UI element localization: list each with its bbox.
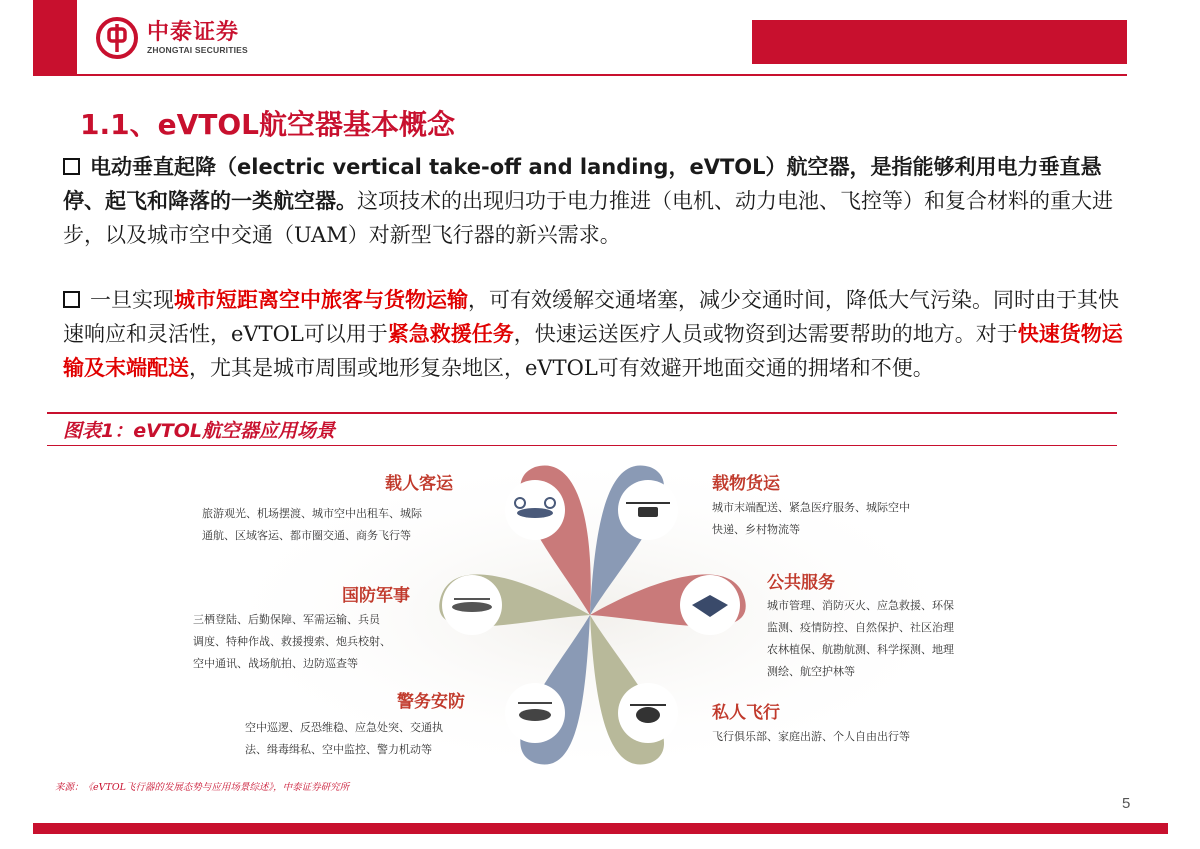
header-red-block (752, 20, 1127, 64)
app-text-1: 一旦实现 (90, 288, 174, 312)
logo-english-name: ZHONGTAI SECURITIES (147, 45, 248, 55)
paragraph-applications (63, 283, 1123, 385)
app-highlight-3: 快速货物运输及末端配送 (63, 322, 1123, 380)
app-text-3: ，快速运送医疗人员或物资到达需要帮助的地方。对于 (513, 322, 1018, 346)
category-public-service: 公共服务 (767, 573, 835, 593)
figure-caption: 图表1：eVTOL航空器应用场景 (63, 420, 336, 442)
definition-bold-text: 电动垂直起降（electric vertical take-off and landing，eVTOL）航空器，是指能够利用电力垂直悬停、起飞和降落的一类航空器。 (63, 155, 1102, 213)
header-left-bar (33, 0, 77, 76)
page-number: 5 (1122, 795, 1131, 812)
desc-cargo: 城市末端配送、紧急医疗服务、城际空中 快递、乡村物流等 (712, 501, 910, 536)
category-defense: 国防军事 (342, 586, 410, 606)
zhongtai-logo-icon (95, 16, 139, 60)
figure-bottom-rule (47, 445, 1117, 446)
category-cargo: 载物货运 (712, 474, 780, 494)
app-highlight-2: 紧急救援任务 (387, 322, 514, 346)
header-divider (33, 74, 1127, 76)
definition-normal-text: 这项技术的出现归功于电力推进（电机、动力电池、飞控等）和复合材料的重大进步，以及城市空中交通（UAM）对新型飞行器的新兴需求。 (63, 189, 1113, 247)
category-private: 私人飞行 (712, 703, 780, 723)
app-text-4: ，尤其是城市周围或地形复杂地区，eVTOL可有效避开地面交通的拥堵和不便。 (189, 356, 934, 380)
source-note: 来源：《eVTOL飞行器的发展态势与应用场景综述》，中泰证券研究所 (55, 782, 350, 793)
checkbox-bullet-icon (63, 158, 80, 175)
app-highlight-1: 城市短距离空中旅客与货物运输 (174, 288, 468, 312)
desc-police: 空中巡逻、反恐维稳、应急处突、交通执 法、缉毒缉私、空中监控、警力机动等 (245, 721, 443, 756)
app-text-2: ，可有效缓解交通堵塞，减少交通时间，降低大气污染。同时由于其快速响应和灵活性，eVTOL可以用于 (63, 288, 1119, 346)
logo-chinese-name: 中泰证券 (147, 20, 240, 45)
figure-top-rule (47, 412, 1117, 414)
company-logo (95, 16, 248, 60)
evtol-application-diagram (190, 455, 990, 775)
category-police: 警务安防 (397, 692, 465, 712)
paragraph-definition (63, 150, 1123, 252)
desc-defense: 三栖登陆、后勤保障、军需运输、兵员 调度、特种作战、救援搜索、炮兵校射、 空中通讯、战场航拍、边防巡查等 (193, 613, 391, 670)
footer-red-bar (33, 823, 1168, 834)
category-passenger: 载人客运 (385, 474, 453, 494)
desc-passenger: 旅游观光、机场摆渡、城市空中出租车、城际 通航、区域客运、都市圈交通、商务飞行等 (202, 507, 422, 542)
desc-private: 飞行俱乐部、家庭出游、个人自由出行等 (712, 730, 910, 743)
slide-title: 1.1、eVTOL航空器基本概念 (80, 108, 456, 141)
checkbox-bullet-icon (63, 291, 80, 308)
desc-public-service: 城市管理、消防灭火、应急救援、环保 监测、疫情防控、自然保护、社区治理 农林植保、航勘航测、科学探测、地理 测绘、航空护林等 (767, 599, 954, 678)
